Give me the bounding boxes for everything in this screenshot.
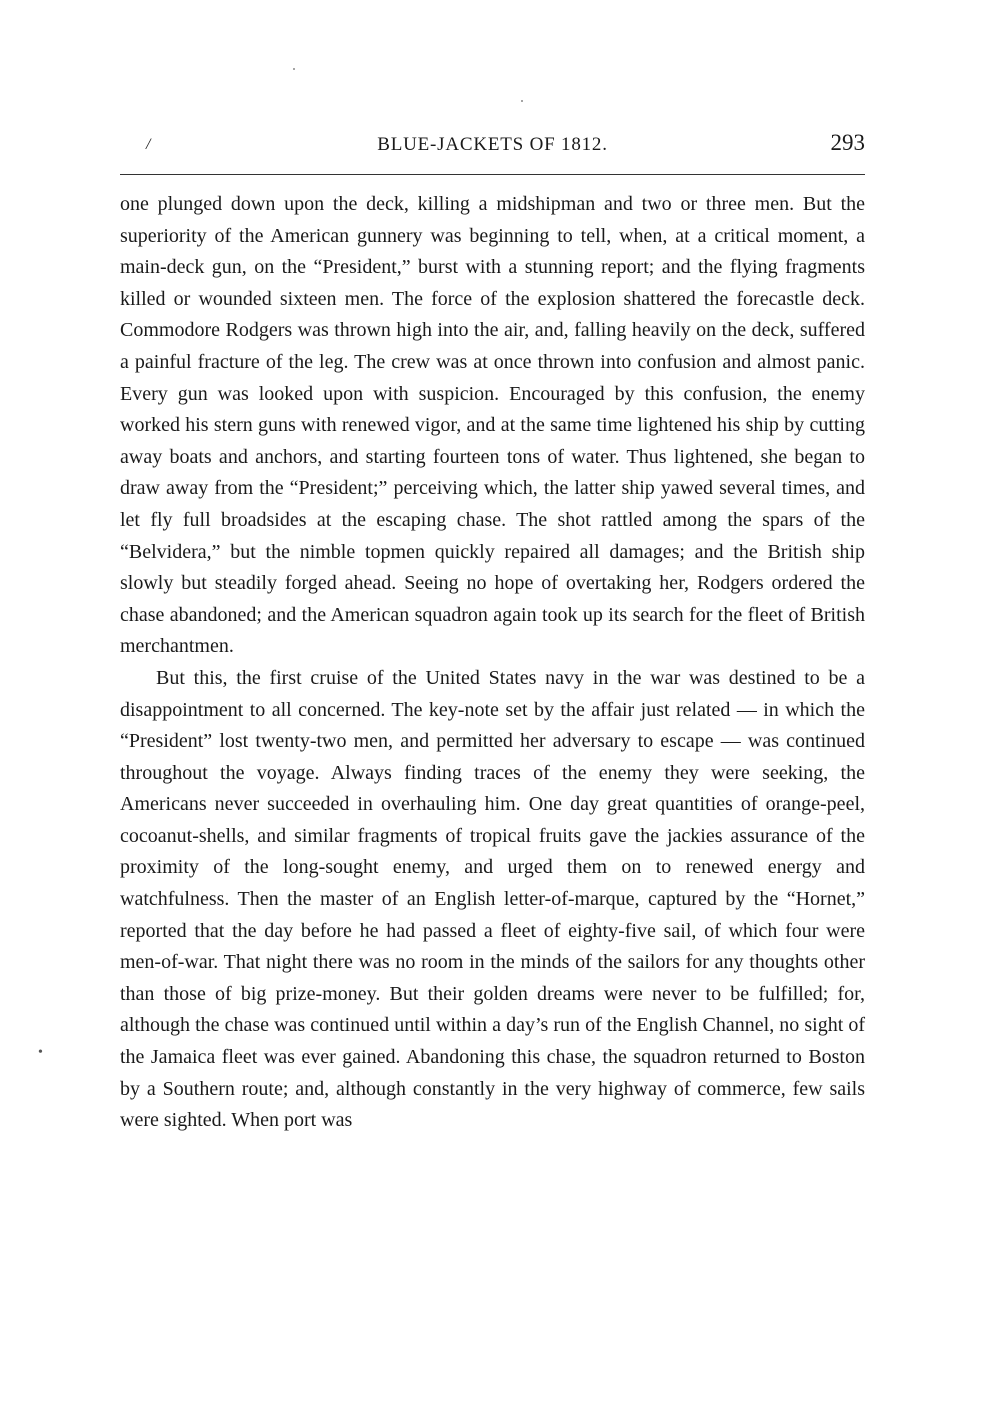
margin-mark: •	[38, 1045, 43, 1060]
header-mark: /	[146, 136, 151, 153]
running-head	[120, 128, 865, 162]
paragraph-1: one plunged down upon the deck, killing a midshipman and two or three men. But the superiority of the American gunnery was beginning to tell, when, at a critical moment, a main-deck gun, on the “President,” burst with a stunning report; and the flying fragments killed or wounded sixteen men. The force of the explosion shattered the forecastle deck. Commodore Rodgers was thrown high into the air, and, falling heavily on the deck, suffered a painful fracture of the leg. The crew was at once thrown into confusion and almost panic. Every gun was looked upon with suspicion. Encouraged by this confusion, the enemy worked his stern guns with renewed vigor, and at the same time lightened his ship by cutting away boats and anchors, and starting fourteen tons of water. Thus lightened, she began to draw away from the “President;” perceiving which, the latter ship yawed several times, and let fly full broadsides at the escaping chase. The shot rattled among the spars of the “Belvidera,” but the nimble topmen quickly repaired all damages; and the British ship slowly but steadily forged ahead. Seeing no hope of overtaking her, Rodgers ordered the chase abandoned; and the American squadron again took up its search for the fleet of British merchantmen.	[120, 193, 865, 658]
page-number: 293	[830, 130, 865, 155]
print-speck	[521, 100, 523, 102]
print-speck	[293, 68, 295, 70]
running-title: BLUE-JACKETS OF 1812.	[377, 134, 608, 155]
paragraph-2: But this, the first cruise of the United States navy in the war was destined to be a disappointment to all concerned. The key-note set by the affair just related — in which the “President” lost twenty-two men, and permitted her adversary to escape — was continued throughout the voyage. Always finding traces of the enemy they were seeking, the Americans never succeeded in overhauling him. One day great quantities of orange-peel, cocoanut-shells, and similar fragments of tropical fruits gave the jackies assurance of the proximity of the long-sought enemy, and urged them on to renewed energy and watchfulness. Then the master of an English letter-of-marque, captured by the “Hornet,” reported that the day before he had passed a fleet of eighty-five sail, of which four were men-of-war. That night there was no room in the minds of the sailors for any thoughts other than those of big prize-money. But their golden dreams were never to be fulfilled; for, although the chase was continued until within a day’s run of the English Channel, no sight of the Jamaica fleet was ever gained. Abandoning this chase, the squadron returned to Boston by a Southern route; and, although constantly in the very highway of commerce, few sails were sighted. When port was	[120, 666, 865, 1132]
body-text	[120, 189, 865, 1137]
header-rule	[120, 174, 865, 175]
